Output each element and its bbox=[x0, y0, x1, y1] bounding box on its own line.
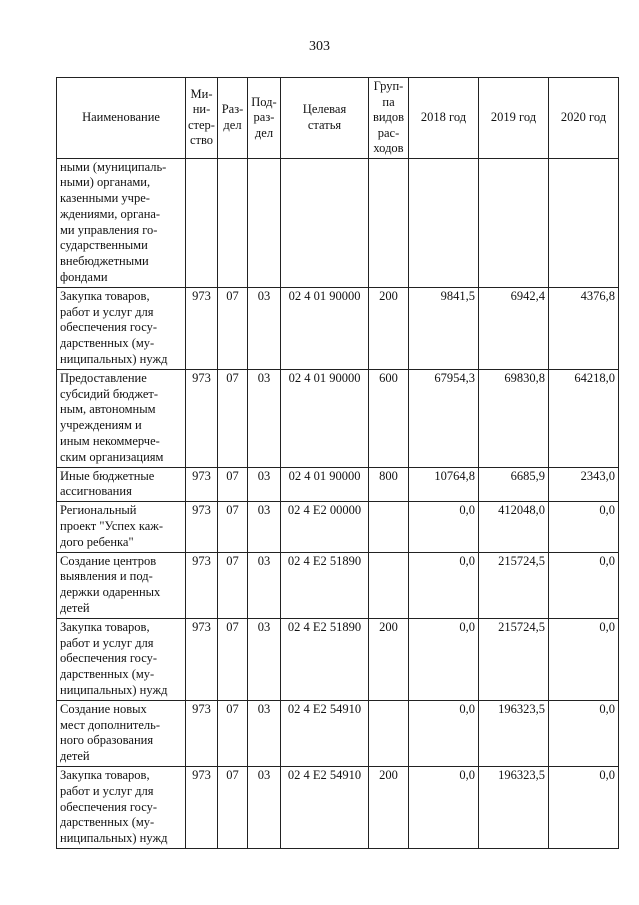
cell-name: ными (муниципаль- ными) органами, казенными учре- ждениями, органа- ми управления го- сударственными внебюджетными фондами bbox=[57, 158, 186, 287]
table-row bbox=[57, 502, 619, 552]
cell-name: Создание новых мест дополнитель- ного образования детей bbox=[57, 700, 186, 766]
cell-2020: 64218,0 bbox=[549, 369, 619, 467]
cell-2018: 0,0 bbox=[409, 618, 479, 700]
header-2020: 2020 год bbox=[549, 78, 619, 159]
header-section: Раз- дел bbox=[218, 78, 248, 159]
cell-name: Закупка товаров, работ и услуг для обеспечения госу- дарственных (му- ниципальных) нужд bbox=[57, 766, 186, 848]
cell-target: 02 4 E2 00000 bbox=[281, 502, 369, 552]
cell-ministry: 973 bbox=[186, 618, 218, 700]
header-name: Наименование bbox=[57, 78, 186, 159]
cell-subsection: 03 bbox=[248, 369, 281, 467]
cell-2019: 196323,5 bbox=[479, 766, 549, 848]
cell-name: Закупка товаров, работ и услуг для обеспечения госу- дарственных (му- ниципальных) нужд bbox=[57, 287, 186, 369]
cell-target: 02 4 E2 51890 bbox=[281, 552, 369, 618]
header-2019: 2019 год bbox=[479, 78, 549, 159]
cell-2019: 6685,9 bbox=[479, 467, 549, 502]
cell-2020: 4376,8 bbox=[549, 287, 619, 369]
cell-ministry: 973 bbox=[186, 700, 218, 766]
cell-target bbox=[281, 158, 369, 287]
cell-2018 bbox=[409, 158, 479, 287]
cell-2020: 2343,0 bbox=[549, 467, 619, 502]
cell-group: 800 bbox=[369, 467, 409, 502]
cell-2019: 6942,4 bbox=[479, 287, 549, 369]
cell-2020: 0,0 bbox=[549, 502, 619, 552]
cell-subsection: 03 bbox=[248, 467, 281, 502]
budget-table bbox=[56, 77, 619, 849]
table-body bbox=[57, 158, 619, 848]
cell-section: 07 bbox=[218, 369, 248, 467]
cell-2020: 0,0 bbox=[549, 766, 619, 848]
cell-ministry: 973 bbox=[186, 467, 218, 502]
cell-target: 02 4 E2 54910 bbox=[281, 766, 369, 848]
cell-section: 07 bbox=[218, 287, 248, 369]
cell-2020 bbox=[549, 158, 619, 287]
cell-subsection: 03 bbox=[248, 552, 281, 618]
cell-target: 02 4 E2 51890 bbox=[281, 618, 369, 700]
cell-section: 07 bbox=[218, 467, 248, 502]
cell-target: 02 4 01 90000 bbox=[281, 369, 369, 467]
cell-2020: 0,0 bbox=[549, 700, 619, 766]
table-row bbox=[57, 369, 619, 467]
cell-group: 200 bbox=[369, 618, 409, 700]
cell-group bbox=[369, 700, 409, 766]
cell-section: 07 bbox=[218, 502, 248, 552]
cell-subsection: 03 bbox=[248, 700, 281, 766]
cell-2018: 0,0 bbox=[409, 552, 479, 618]
cell-2019: 196323,5 bbox=[479, 700, 549, 766]
cell-section: 07 bbox=[218, 700, 248, 766]
header-subsection: Под- раз- дел bbox=[248, 78, 281, 159]
page-number: 303 bbox=[309, 39, 330, 54]
cell-2018: 0,0 bbox=[409, 766, 479, 848]
cell-name: Предоставление субсидий бюджет- ным, автономным учреждениям и иным некоммерче- ским организациям bbox=[57, 369, 186, 467]
cell-group: 600 bbox=[369, 369, 409, 467]
cell-group bbox=[369, 552, 409, 618]
cell-group bbox=[369, 158, 409, 287]
cell-name: Закупка товаров, работ и услуг для обеспечения госу- дарственных (му- ниципальных) нужд bbox=[57, 618, 186, 700]
cell-section: 07 bbox=[218, 552, 248, 618]
cell-2019 bbox=[479, 158, 549, 287]
cell-subsection: 03 bbox=[248, 766, 281, 848]
cell-2019: 69830,8 bbox=[479, 369, 549, 467]
cell-target: 02 4 01 90000 bbox=[281, 287, 369, 369]
cell-subsection: 03 bbox=[248, 618, 281, 700]
table-row bbox=[57, 766, 619, 848]
cell-2018: 67954,3 bbox=[409, 369, 479, 467]
cell-section: 07 bbox=[218, 766, 248, 848]
table-header bbox=[57, 78, 619, 159]
cell-ministry: 973 bbox=[186, 766, 218, 848]
header-group: Груп- па видов рас- ходов bbox=[369, 78, 409, 159]
cell-2019: 215724,5 bbox=[479, 552, 549, 618]
cell-group bbox=[369, 502, 409, 552]
cell-name: Создание центров выявления и под- держки одаренных детей bbox=[57, 552, 186, 618]
cell-target: 02 4 01 90000 bbox=[281, 467, 369, 502]
table-row bbox=[57, 158, 619, 287]
cell-group: 200 bbox=[369, 287, 409, 369]
cell-subsection bbox=[248, 158, 281, 287]
cell-2019: 215724,5 bbox=[479, 618, 549, 700]
cell-group: 200 bbox=[369, 766, 409, 848]
header-target: Целевая статья bbox=[281, 78, 369, 159]
table-row bbox=[57, 287, 619, 369]
cell-2020: 0,0 bbox=[549, 552, 619, 618]
cell-subsection: 03 bbox=[248, 502, 281, 552]
cell-name: Региональный проект "Успех каж- дого ребенка" bbox=[57, 502, 186, 552]
header-2018: 2018 год bbox=[409, 78, 479, 159]
cell-ministry bbox=[186, 158, 218, 287]
cell-name: Иные бюджетные ассигнования bbox=[57, 467, 186, 502]
cell-section: 07 bbox=[218, 618, 248, 700]
cell-ministry: 973 bbox=[186, 369, 218, 467]
cell-ministry: 973 bbox=[186, 287, 218, 369]
cell-2018: 0,0 bbox=[409, 700, 479, 766]
cell-2018: 0,0 bbox=[409, 502, 479, 552]
table-row bbox=[57, 467, 619, 502]
cell-subsection: 03 bbox=[248, 287, 281, 369]
cell-target: 02 4 E2 54910 bbox=[281, 700, 369, 766]
cell-2018: 9841,5 bbox=[409, 287, 479, 369]
table-row bbox=[57, 700, 619, 766]
header-row bbox=[57, 78, 619, 159]
cell-ministry: 973 bbox=[186, 502, 218, 552]
cell-2020: 0,0 bbox=[549, 618, 619, 700]
cell-ministry: 973 bbox=[186, 552, 218, 618]
cell-2019: 412048,0 bbox=[479, 502, 549, 552]
cell-2018: 10764,8 bbox=[409, 467, 479, 502]
table-row bbox=[57, 552, 619, 618]
header-ministry: Ми- ни- стер- ство bbox=[186, 78, 218, 159]
cell-section bbox=[218, 158, 248, 287]
table-row bbox=[57, 618, 619, 700]
